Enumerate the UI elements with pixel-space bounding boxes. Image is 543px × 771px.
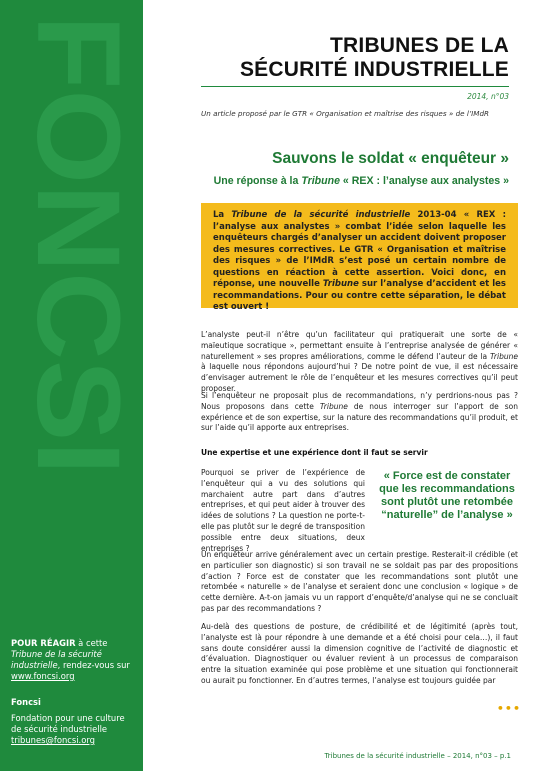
- p2-pre: Si l’enquêteur ne proposait plus de recommandations, n’y perdrions-nous pas ? Nous proposons dans cette: [201, 391, 518, 411]
- p1-italic: Tribune: [489, 351, 518, 361]
- article-subtitle: [214, 175, 509, 187]
- subtitle-pre: Une réponse à la: [213, 175, 302, 187]
- header-divider: [201, 86, 509, 87]
- highlight-italic-2: Tribune: [322, 279, 359, 289]
- publication-title: [240, 34, 509, 82]
- publication-title-line2: SÉCURITÉ INDUSTRIELLE: [239, 58, 509, 81]
- react-invitation: [11, 638, 137, 682]
- subtitle-italic: Tribune: [301, 175, 340, 187]
- react-text-1: à cette: [75, 638, 108, 648]
- publication-title-line1: TRIBUNES DE LA: [330, 34, 509, 57]
- svg-text:FONCSI: FONCSI: [11, 15, 144, 461]
- foncsi-watermark-logo: [11, 10, 144, 480]
- intro-highlight-box: [201, 203, 518, 312]
- foncsi-website-link[interactable]: www.foncsi.org: [11, 671, 75, 681]
- pull-quote: « Force est de constater que les recommandations sont plutôt une retombée “naturelle” de l’analyse »: [379, 470, 515, 521]
- foncsi-contact: [11, 697, 137, 746]
- p2-italic: Tribune: [319, 401, 348, 411]
- sidebar: [0, 0, 143, 771]
- page-footer: Tribunes de la sécurité industrielle – 2014, n°03 – p.1: [324, 752, 511, 760]
- highlight-mid: 2013-04 « REX : l’analyse aux analystes » combat l’idée selon laquelle les enquêteurs chargés d’analyser un accident doivent proposer des mesures correctives. Le GTR « Organisation et maîtrise des risques » de l’IMdR s’est posé un certain nombre de questions en réaction à cette assertion. Voici donc, en réponse, une nouvelle: [213, 210, 506, 289]
- paragraph-3: Pourquoi se priver de l’expérience de l’enquêteur qui a vu des solutions qui marchaient autre part dans d’autres entreprises, et qui peut aider à trouver des idées de solutions ? La question ne porte-t-elle pas plutôt sur le degré de transposition possible entre deux situations, deux entreprises ?: [201, 468, 365, 553]
- p1-post: à laquelle nous répondons aujourd’hui ? De notre point de vue, il est nécessaire d’envisager autrement le rôle de l’enquêteur et les mesures correctives qu’il peut proposer.: [201, 362, 518, 393]
- react-text-2: , rendez-vous sur: [57, 660, 130, 670]
- org-name: Foncsi: [11, 697, 41, 707]
- paragraph-1: [201, 330, 518, 395]
- org-description: Fondation pour une culture de sécurité industrielle: [11, 713, 125, 734]
- react-bold: POUR RÉAGIR: [11, 638, 76, 648]
- p2-post: de nous interroger sur l’apport de son expérience et de son expertise, sur la nature des recommandations qu’il produit, et sur l’aide qu’il apporte aux entreprises.: [201, 401, 518, 433]
- paragraph-5: Au-delà des questions de posture, de crédibilité et de légitimité (après tout, l’analyste est là pour répondre à une demande et a été choisi pour cela…), il faut sans doute considérer aussi la dimension cognitive de l’activité de diagnostic et d’évaluation. Diagnostiquer ou évaluer revient à un processus de comparaison entre la situation examinée qui pose problème et une situation qui fonctionnerait ou aurait pu fonctionner. En d’autres termes, l’analyse est toujours guidée par: [201, 622, 518, 685]
- paragraph-4: Un enquêteur arrive généralement avec un certain prestige. Resterait-il crédible (et en particulier son diagnostic) si son travail ne se soldait pas par des propositions d’action ? Force est de constater que les recommandations sont plutôt une retombée « naturelle » de l’analyse et seraient donc une conclusion « logique » de cette dernière. A-t-on jamais vu un rapport d’enquête/d’analyse qui ne se concluait pas par des recommandations ?: [201, 550, 518, 613]
- contact-email-link[interactable]: tribunes@foncsi.org: [11, 735, 95, 745]
- subtitle-post: « REX : l’analyse aux analystes »: [339, 175, 509, 187]
- highlight-pre: La: [213, 210, 232, 220]
- article-title: Sauvons le soldat « enquêteur »: [272, 150, 509, 167]
- paragraph-2: [201, 391, 518, 434]
- react-italic: Tribune de la sécurité industrielle: [11, 649, 102, 670]
- highlight-italic-1: Tribune de la sécurité industrielle: [231, 210, 411, 220]
- continued-marker: •••: [496, 702, 521, 715]
- section-heading: Une expertise et une expérience dont il faut se servir: [201, 448, 428, 457]
- article-credit: Un article proposé par le GTR « Organisation et maîtrise des risques » de l’IMdR: [201, 109, 490, 118]
- highlight-post: sur l’analyse d’accident et les recommandations. Pour ou contre cette séparation, le débat est ouvert !: [213, 279, 506, 312]
- issue-number: 2014, n°03: [467, 92, 509, 101]
- p1-pre: L’analyste peut-il n’être qu’un facilitateur qui pratiquerait une sorte de « maïeutique socratique », permettant ensuite à l’entreprise analysée de générer « naturellement » ses propres améliorations, comme le défend l’auteur de la: [201, 330, 518, 361]
